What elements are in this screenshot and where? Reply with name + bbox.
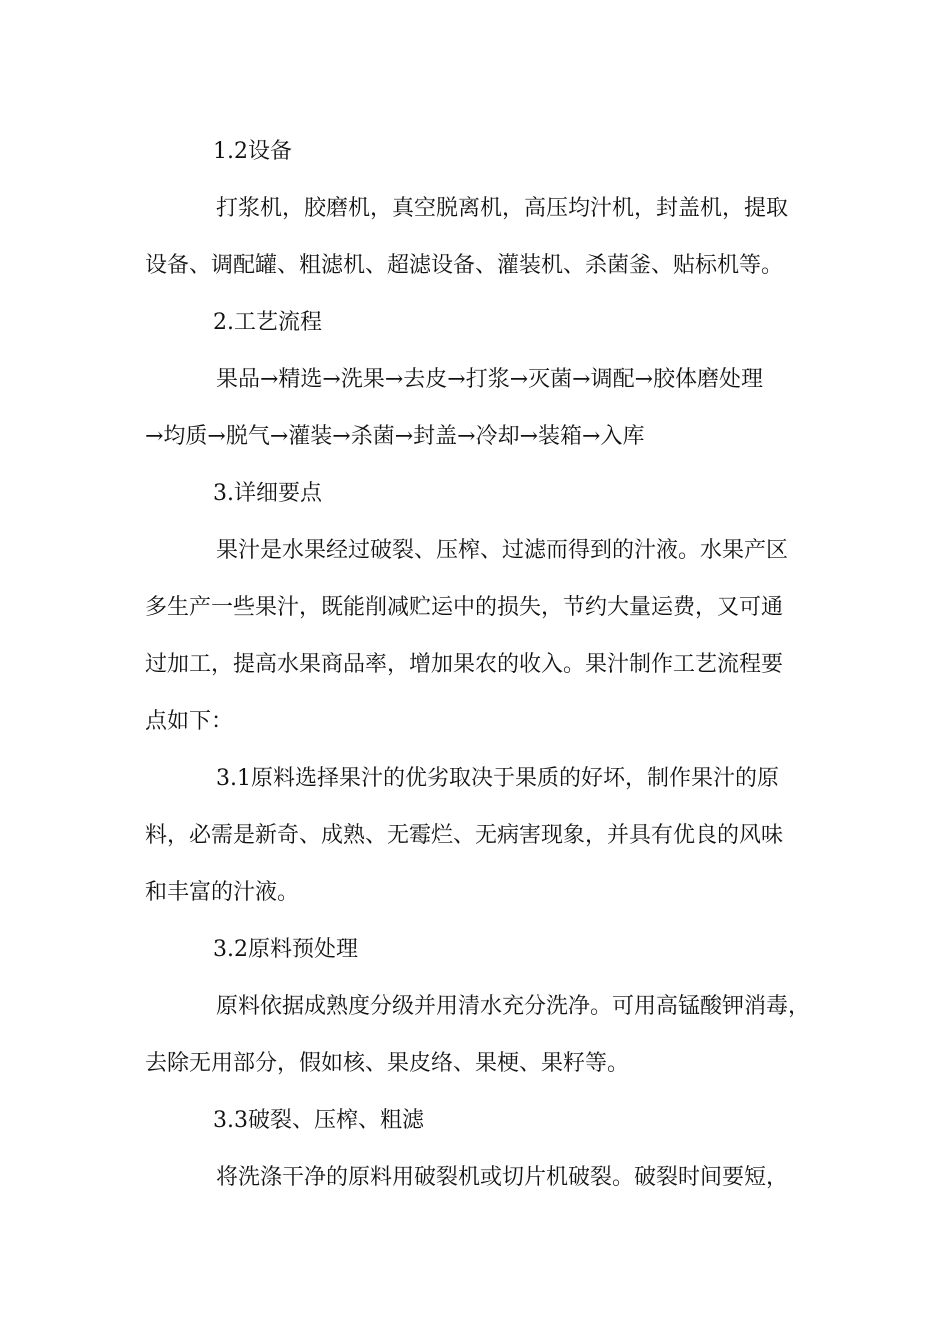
section-3-1-line-3: 和丰富的汁液。 <box>145 880 300 905</box>
process-flow-line-1: 果品→精选→洗果→去皮→打浆→灭菌→调配→胶体磨处理 <box>216 367 764 392</box>
section-heading-1-2: 1.2设备 <box>213 139 292 164</box>
section-heading-3: 3.详细要点 <box>213 481 322 506</box>
section-heading-3-3: 3.3破裂、压榨、粗滤 <box>213 1108 424 1133</box>
section-heading-2: 2.工艺流程 <box>213 310 322 335</box>
intro-text-line-1: 果汁是水果经过破裂、压榨、过滤而得到的汁液。水果产区 <box>216 538 789 563</box>
section-3-1-line-2: 料，必需是新奇、成熟、无霉烂、无病害现象，并具有优良的风味 <box>145 823 784 848</box>
process-flow-line-2: →均质→脱气→灌装→杀菌→封盖→冷却→装箱→入库 <box>145 424 645 449</box>
intro-text-line-2: 多生产一些果汁，既能削减贮运中的损失，节约大量运费，又可通 <box>145 595 784 620</box>
section-heading-3-2: 3.2原料预处理 <box>213 937 358 962</box>
equipment-text-line-1: 打浆机，胶磨机，真空脱离机，高压均汁机，封盖机，提取 <box>216 196 789 221</box>
section-3-2-line-2: 去除无用部分，假如核、果皮络、果梗、果籽等。 <box>145 1051 630 1076</box>
intro-text-line-3: 过加工，提高水果商品率，增加果农的收入。果汁制作工艺流程要 <box>145 652 784 677</box>
equipment-text-line-2: 设备、调配罐、粗滤机、超滤设备、灌装机、杀菌釜、贴标机等。 <box>145 253 784 278</box>
section-3-2-line-1: 原料依据成熟度分级并用清水充分洗净。可用高锰酸钾消毒， <box>216 994 811 1019</box>
intro-text-line-4: 点如下： <box>145 709 234 734</box>
section-3-1-line-1: 3.1原料选择果汁的优劣取决于果质的好坏，制作果汁的原 <box>216 766 779 791</box>
section-3-3-line-1: 将洗涤干净的原料用破裂机或切片机破裂。破裂时间要短， <box>216 1165 789 1190</box>
